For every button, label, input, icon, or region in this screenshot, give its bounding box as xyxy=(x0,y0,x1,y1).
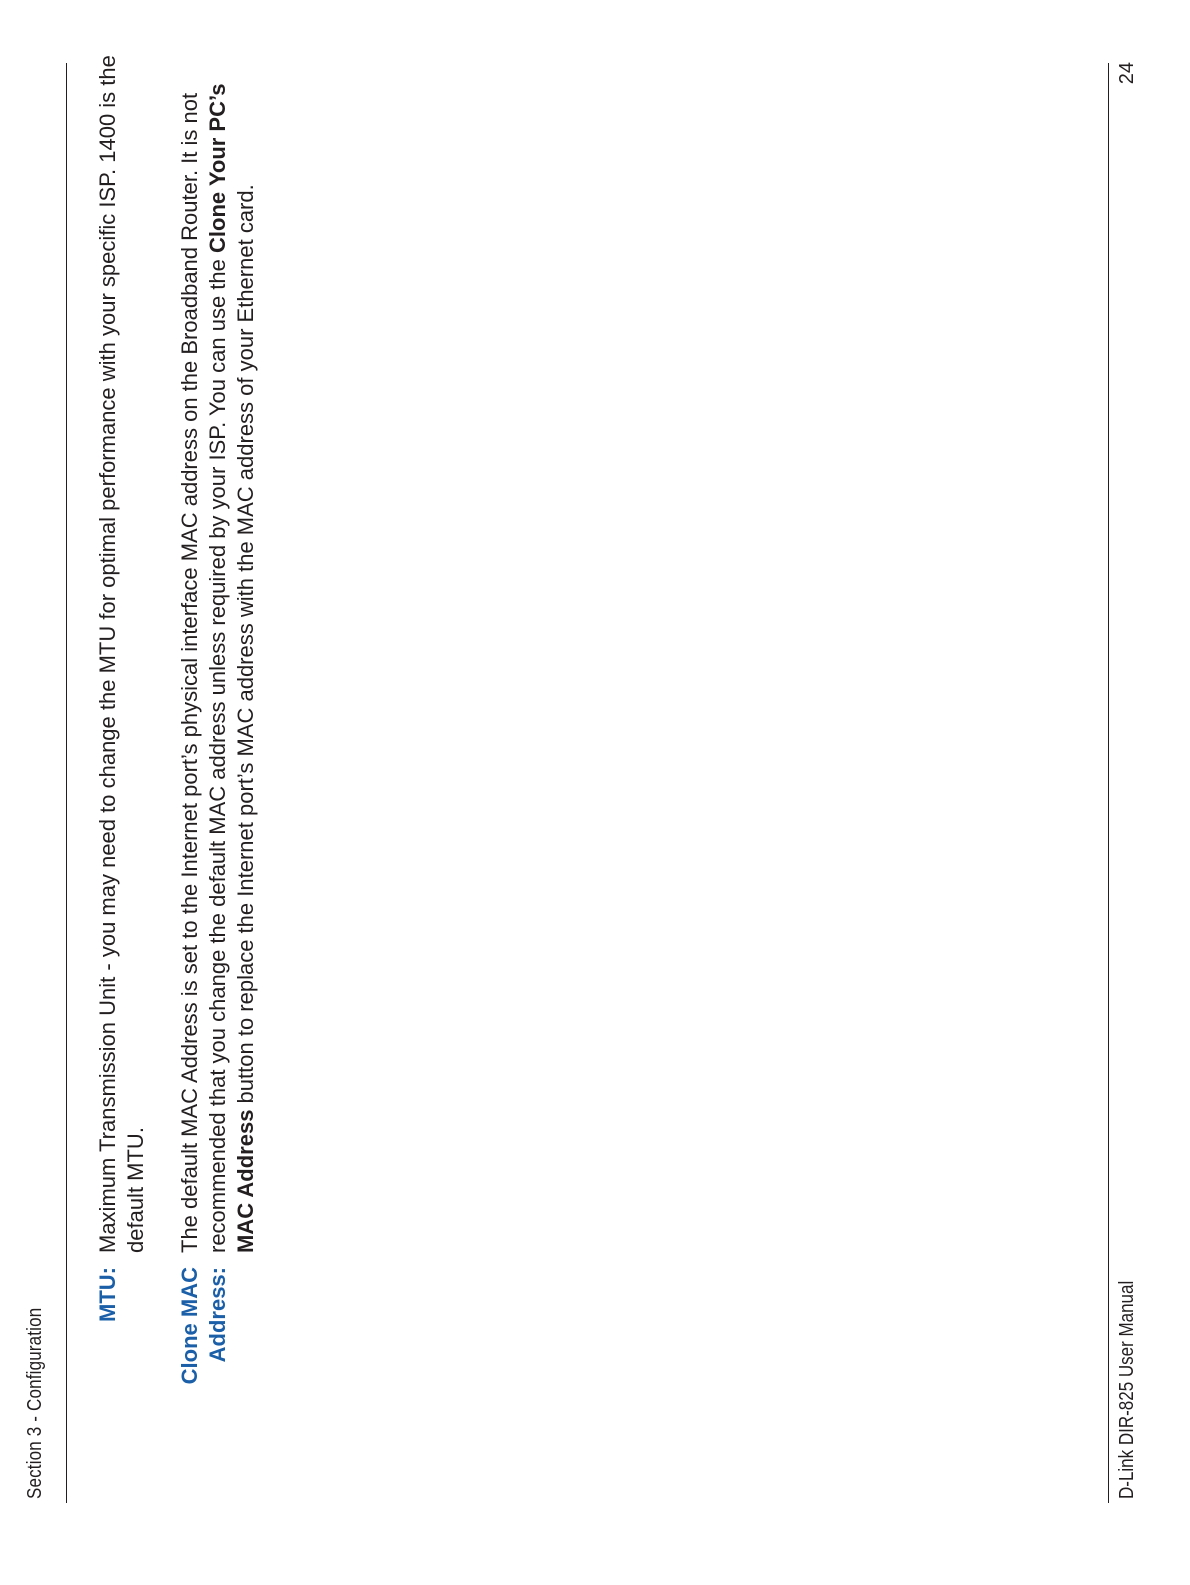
mtu-label-text: MTU: xyxy=(95,1267,120,1322)
clone-mac-text-after: button to replace the Internet port’s MAC address with the MAC address of your Ethernet card. xyxy=(233,184,258,1110)
manual-title: D-Link DIR-825 User Manual xyxy=(1116,1280,1138,1499)
section-header: Section 3 - Configuration xyxy=(24,1307,46,1499)
clone-mac-description xyxy=(176,53,260,1253)
clone-mac-text-before: The default MAC Address is set to the Internet port’s physical interface MAC address on the Broadband Router. It is not recommended that you change the default MAC address unless required by your ISP. You can use the xyxy=(177,92,230,1253)
clone-mac-label xyxy=(176,1267,232,1503)
mtu-label xyxy=(94,1267,122,1503)
header-divider xyxy=(66,63,67,1503)
page-number: 24 xyxy=(1116,62,1138,85)
mtu-description: Maximum Transmission Unit - you may need to change the MTU for optimal performance with your specific ISP. 1400 is the default MTU. xyxy=(95,55,148,1253)
footer-divider xyxy=(1108,63,1109,1503)
clone-button-reference: Clone Your PC’s MAC Address xyxy=(205,83,258,1253)
clone-mac-label-line1: Clone MAC xyxy=(177,1267,202,1385)
clone-mac-label-line2: Address: xyxy=(205,1267,230,1363)
